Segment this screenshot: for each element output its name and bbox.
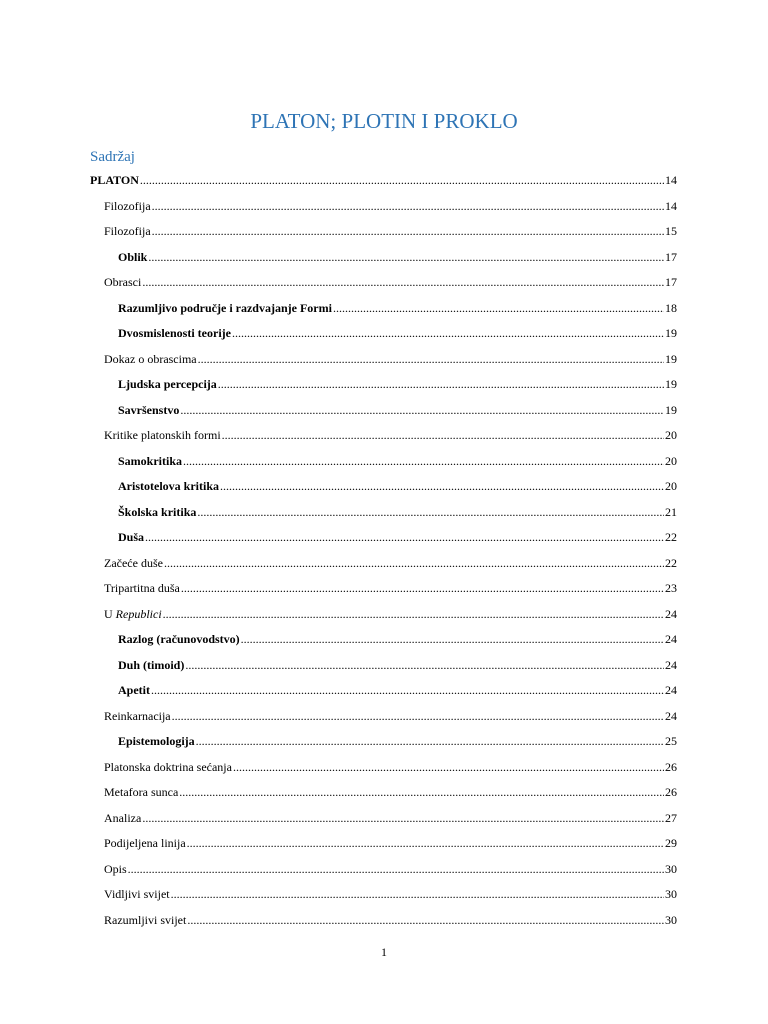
toc-entry-page: 19 bbox=[665, 351, 677, 366]
toc-entry-label: Dvosmislenosti teorije bbox=[118, 326, 231, 340]
toc-entry-label: Apetit bbox=[118, 683, 150, 697]
toc-dot-leader bbox=[152, 223, 664, 239]
toc-entry-label: Duša bbox=[118, 530, 145, 544]
toc-dot-leader bbox=[148, 249, 664, 265]
toc-dot-leader bbox=[241, 631, 664, 647]
toc-entry-page: 26 bbox=[665, 785, 677, 799]
toc-entry[interactable] bbox=[118, 523, 677, 545]
toc-entry-page: 17 bbox=[665, 249, 677, 264]
toc-dot-leader bbox=[181, 580, 664, 596]
toc-entry-page: 24 bbox=[665, 657, 677, 672]
toc-entry[interactable] bbox=[104, 600, 677, 622]
toc-entry-page: 24 bbox=[665, 708, 677, 723]
toc-entry-label: Metafora sunca bbox=[104, 785, 179, 799]
toc-dot-leader bbox=[187, 835, 664, 851]
toc-entry-label: Ljudska percepcija bbox=[118, 377, 217, 391]
page-number: 1 bbox=[381, 945, 387, 959]
toc-dot-leader bbox=[145, 529, 664, 545]
toc-entry[interactable] bbox=[118, 498, 677, 520]
toc-dot-leader bbox=[152, 198, 664, 214]
toc-entry[interactable] bbox=[104, 421, 677, 443]
toc-entry-label: Duh (timoid) bbox=[118, 657, 185, 672]
toc-entry[interactable] bbox=[104, 702, 677, 724]
toc-entry[interactable] bbox=[118, 243, 677, 265]
toc-entry-page: 15 bbox=[665, 224, 677, 238]
toc-entry-page: 20 bbox=[665, 428, 677, 442]
toc-entry[interactable] bbox=[104, 880, 677, 902]
toc-entry-page: 20 bbox=[665, 453, 677, 468]
toc-dot-leader bbox=[171, 886, 664, 902]
toc-entry-label: Podijeljena linija bbox=[104, 836, 186, 850]
toc-entry-label: Epistemologija bbox=[118, 734, 195, 748]
toc-entry-label: Obrasci bbox=[104, 275, 142, 289]
toc-entry-page: 14 bbox=[665, 198, 677, 213]
toc-entry-label: Aristotelova kritika bbox=[118, 479, 219, 493]
toc-entry[interactable] bbox=[118, 294, 677, 316]
toc-entry-label: Razlog (računovodstvo) bbox=[118, 632, 240, 646]
toc-entry-page: 24 bbox=[665, 683, 677, 697]
toc-entry-page: 24 bbox=[665, 632, 677, 646]
toc-entry-label: Opis bbox=[104, 861, 127, 876]
toc-entry[interactable] bbox=[104, 574, 677, 596]
toc-entry[interactable] bbox=[104, 855, 677, 877]
toc-entry-label: Razumljivo područje i razdvajanje Formi bbox=[118, 300, 332, 315]
toc-entry-page: 22 bbox=[665, 555, 677, 570]
toc-entry-label: PLATON bbox=[90, 173, 139, 187]
toc-entry[interactable] bbox=[90, 166, 677, 188]
toc-entry-label: Dokaz o obrascima bbox=[104, 351, 197, 366]
toc-entry[interactable] bbox=[118, 651, 677, 673]
toc-entry-label: Savršenstvo bbox=[118, 402, 180, 417]
toc-entry[interactable] bbox=[104, 268, 677, 290]
toc-dot-leader bbox=[187, 912, 664, 928]
toc-entry[interactable] bbox=[104, 753, 677, 775]
toc-entry[interactable] bbox=[118, 472, 677, 494]
toc-dot-leader bbox=[179, 784, 664, 800]
toc-entry-label: Filozofija bbox=[104, 198, 151, 213]
toc-dot-leader bbox=[333, 300, 664, 316]
toc-entry-page: 25 bbox=[665, 734, 677, 748]
toc-entry-page: 17 bbox=[665, 275, 677, 289]
toc-entry-page: 24 bbox=[665, 606, 677, 621]
toc-entry[interactable] bbox=[104, 906, 677, 928]
toc-dot-leader bbox=[197, 504, 664, 520]
toc-entry[interactable] bbox=[118, 396, 677, 418]
toc-dot-leader bbox=[220, 478, 664, 494]
toc-dot-leader bbox=[128, 861, 664, 877]
toc-entry-label: Filozofija bbox=[104, 224, 151, 238]
toc-entry[interactable] bbox=[104, 549, 677, 571]
toc-entry[interactable] bbox=[104, 345, 677, 367]
toc-entry[interactable] bbox=[104, 804, 677, 826]
toc-entry[interactable] bbox=[118, 676, 677, 698]
toc-entry-label: Začeće duše bbox=[104, 555, 163, 570]
toc-entry-page: 21 bbox=[665, 504, 677, 519]
toc-entry-page: 27 bbox=[665, 810, 677, 825]
toc-dot-leader bbox=[151, 682, 664, 698]
toc-dot-leader bbox=[218, 376, 664, 392]
toc-entry-label: Vidljivi svijet bbox=[104, 887, 170, 901]
toc-entry[interactable] bbox=[118, 447, 677, 469]
toc-entry[interactable] bbox=[104, 829, 677, 851]
toc-entry-label: Školska kritika bbox=[118, 504, 197, 519]
toc-dot-leader bbox=[164, 555, 664, 571]
toc-dot-leader bbox=[196, 733, 664, 749]
toc-entry-page: 30 bbox=[665, 887, 677, 901]
toc-entry-page: 19 bbox=[665, 326, 677, 340]
toc-dot-leader bbox=[140, 172, 664, 188]
toc-dot-leader bbox=[222, 427, 664, 443]
toc-entry-page: 30 bbox=[665, 861, 677, 876]
toc-entry-page: 19 bbox=[665, 402, 677, 417]
document-title: PLATON; PLOTIN I PROKLO bbox=[250, 109, 518, 133]
toc-entry-page: 23 bbox=[665, 581, 677, 595]
toc-heading: Sadržaj bbox=[90, 149, 135, 165]
toc-dot-leader bbox=[198, 351, 664, 367]
toc-dot-leader bbox=[232, 325, 664, 341]
toc-entry[interactable] bbox=[118, 727, 677, 749]
toc-entry-page: 22 bbox=[665, 530, 677, 544]
toc-entry-label: Oblik bbox=[118, 249, 148, 264]
toc-entry-page: 26 bbox=[665, 759, 677, 774]
toc-dot-leader bbox=[233, 759, 664, 775]
toc-dot-leader bbox=[172, 708, 664, 724]
toc-entry-label: Razumljivi svijet bbox=[104, 912, 187, 927]
toc-entry-page: 30 bbox=[665, 912, 677, 927]
toc-entry-page: 20 bbox=[665, 479, 677, 493]
toc-entry-label: Samokritika bbox=[118, 453, 183, 468]
toc-dot-leader bbox=[163, 606, 664, 622]
toc-entry[interactable] bbox=[118, 319, 677, 341]
toc-entry-page: 18 bbox=[665, 300, 677, 315]
toc-entry-label: Platonska doktrina sećanja bbox=[104, 759, 232, 774]
toc-entry-page: 19 bbox=[665, 377, 677, 391]
toc-entry[interactable] bbox=[118, 625, 677, 647]
toc-entry[interactable] bbox=[104, 778, 677, 800]
toc-entry-label: Reinkarnacija bbox=[104, 708, 171, 723]
toc-entry-page: 29 bbox=[665, 836, 677, 850]
toc-entry-label: U Republici bbox=[104, 606, 162, 621]
toc-dot-leader bbox=[183, 453, 664, 469]
toc-dot-leader bbox=[142, 810, 664, 826]
toc-dot-leader bbox=[142, 274, 664, 290]
toc-entry-label: Tripartitna duša bbox=[104, 581, 180, 595]
toc-dot-leader bbox=[185, 657, 664, 673]
toc-entry-page: 14 bbox=[665, 173, 677, 187]
toc-dot-leader bbox=[180, 402, 664, 418]
toc-entry-label: Analiza bbox=[104, 810, 142, 825]
toc-entry[interactable] bbox=[104, 192, 677, 214]
toc-entry-label: Kritike platonskih formi bbox=[104, 428, 221, 442]
toc-entry[interactable] bbox=[104, 217, 677, 239]
toc-entry[interactable] bbox=[118, 370, 677, 392]
